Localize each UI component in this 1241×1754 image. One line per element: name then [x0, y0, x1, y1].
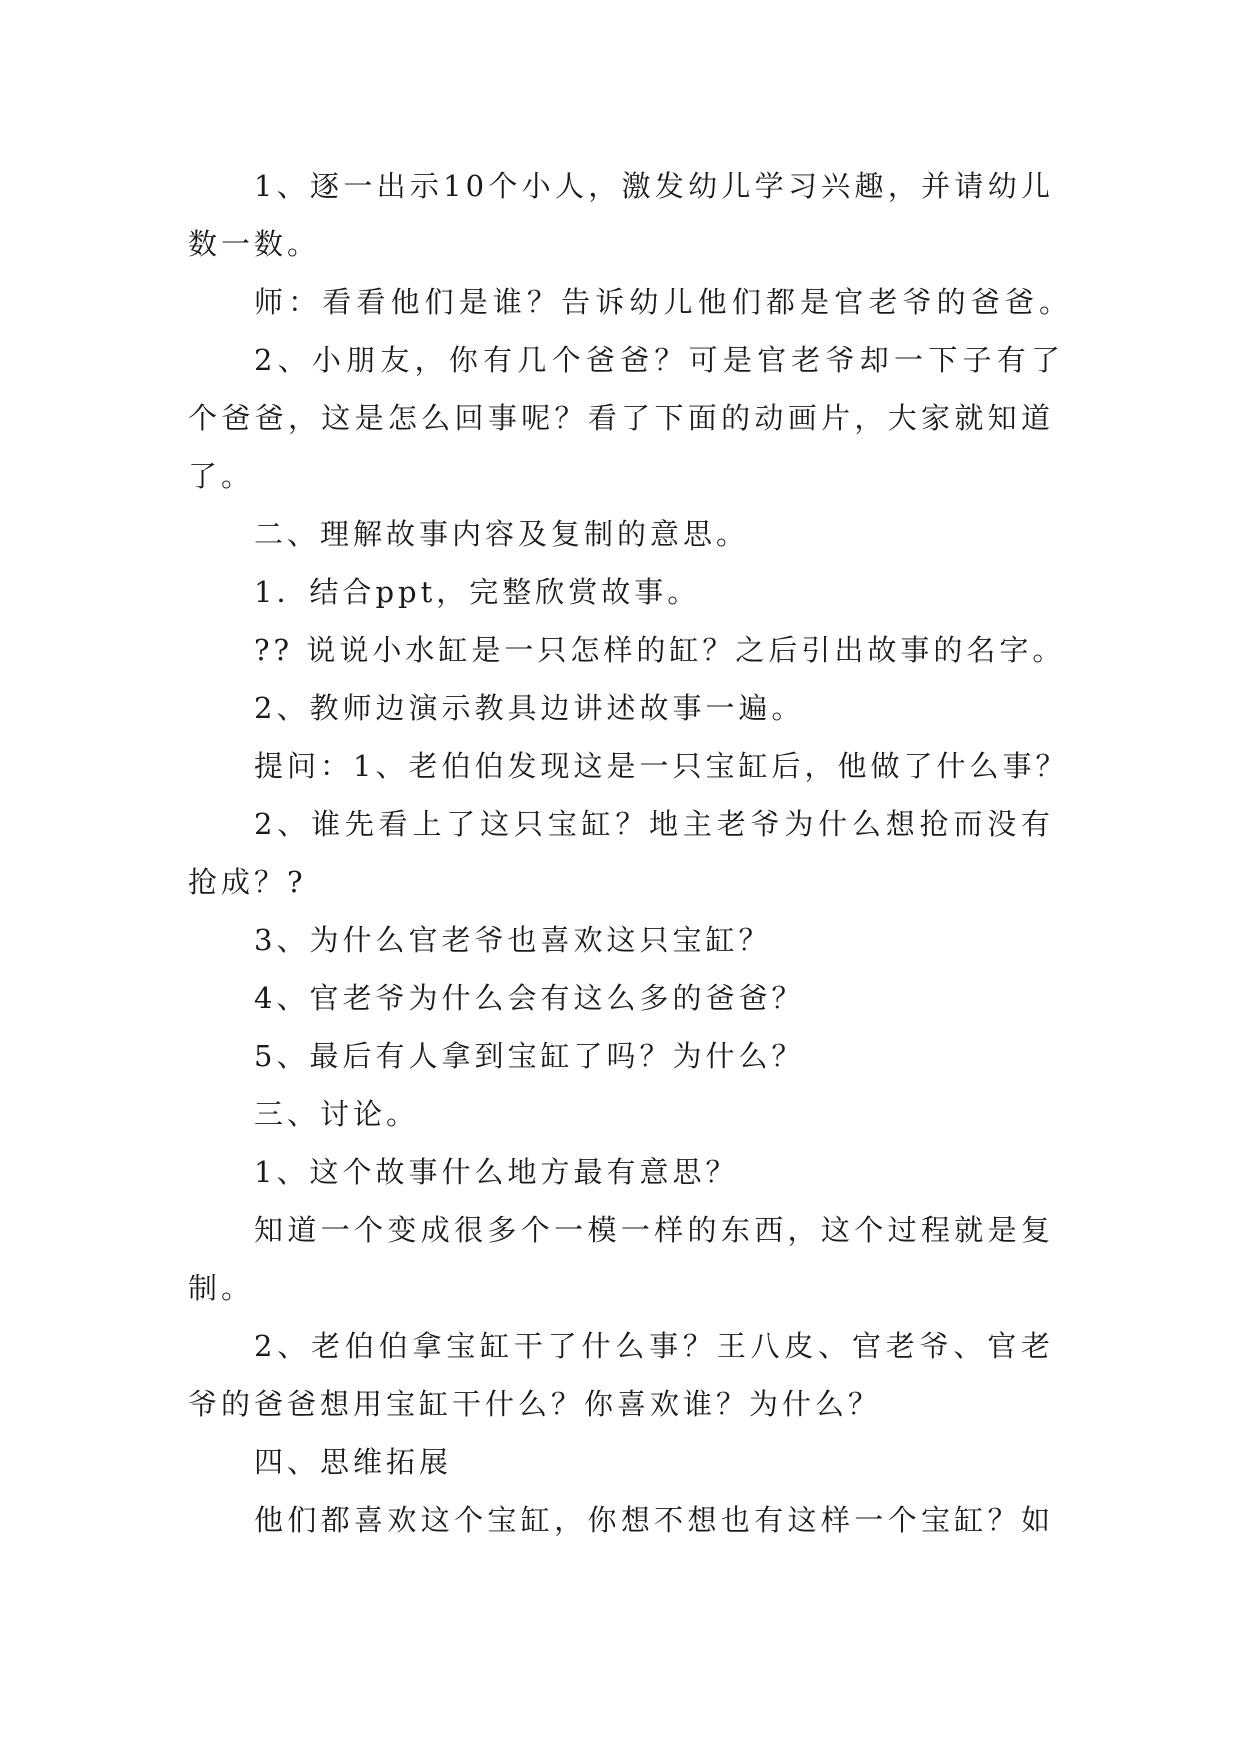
paragraph-line-20: 制。 [188, 1271, 255, 1305]
paragraph-line-11: 提问：1、老伯伯发现这是一只宝缸后，他做了什么事？ [254, 749, 1069, 783]
paragraph-line-22: 爷的爸爸想用宝缸干什么？你喜欢谁？为什么？ [188, 1387, 882, 1421]
paragraph-line-19: 知道一个变成很多个一模一样的东西，这个过程就是复 [254, 1213, 1054, 1247]
paragraph-line-24: 他们都喜欢这个宝缸，你想不想也有这样一个宝缸？如 [254, 1503, 1054, 1537]
paragraph-line-3: 师：看看他们是谁？告诉幼儿他们都是官老爷的爸爸。 [254, 285, 1072, 319]
paragraph-line-10: 2、教师边演示教具边讲述故事一遍。 [254, 691, 805, 725]
paragraph-line-16: 5、最后有人拿到宝缸了吗？为什么？ [254, 1039, 805, 1073]
paragraph-line-1: 1、逐一出示10个小人，激发幼儿学习兴趣，并请幼儿 [254, 169, 1054, 203]
paragraph-line-9: ?? 说说小水缸是一只怎样的缸？之后引出故事的名字。 [254, 633, 1066, 667]
paragraph-line-21: 2、老伯伯拿宝缸干了什么事？王八皮、官老爷、官老 [254, 1329, 1054, 1363]
paragraph-line-4: 2、小朋友，你有几个爸爸？可是官老爷却一下子有了 [254, 343, 1064, 377]
paragraph-line-8: 1．结合ppt，完整欣赏故事。 [254, 575, 701, 609]
paragraph-line-5: 个爸爸，这是怎么回事呢？看了下面的动画片，大家就知道 [188, 401, 1054, 435]
paragraph-line-13: 抢成？? [188, 865, 307, 899]
paragraph-line-14: 3、为什么官老爷也喜欢这只宝缸？ [254, 923, 772, 957]
section-heading-4: 四、思维拓展 [254, 1445, 453, 1479]
section-heading-2: 二、理解故事内容及复制的意思。 [254, 517, 750, 551]
paragraph-line-2: 数一数。 [188, 227, 321, 261]
paragraph-line-6: 了。 [188, 459, 255, 493]
paragraph-line-18: 1、这个故事什么地方最有意思？ [254, 1155, 739, 1189]
paragraph-line-15: 4、官老爷为什么会有这么多的爸爸？ [254, 981, 805, 1015]
section-heading-3: 三、讨论。 [254, 1097, 420, 1131]
paragraph-line-12: 2、谁先看上了这只宝缸？地主老爷为什么想抢而没有 [254, 807, 1054, 841]
